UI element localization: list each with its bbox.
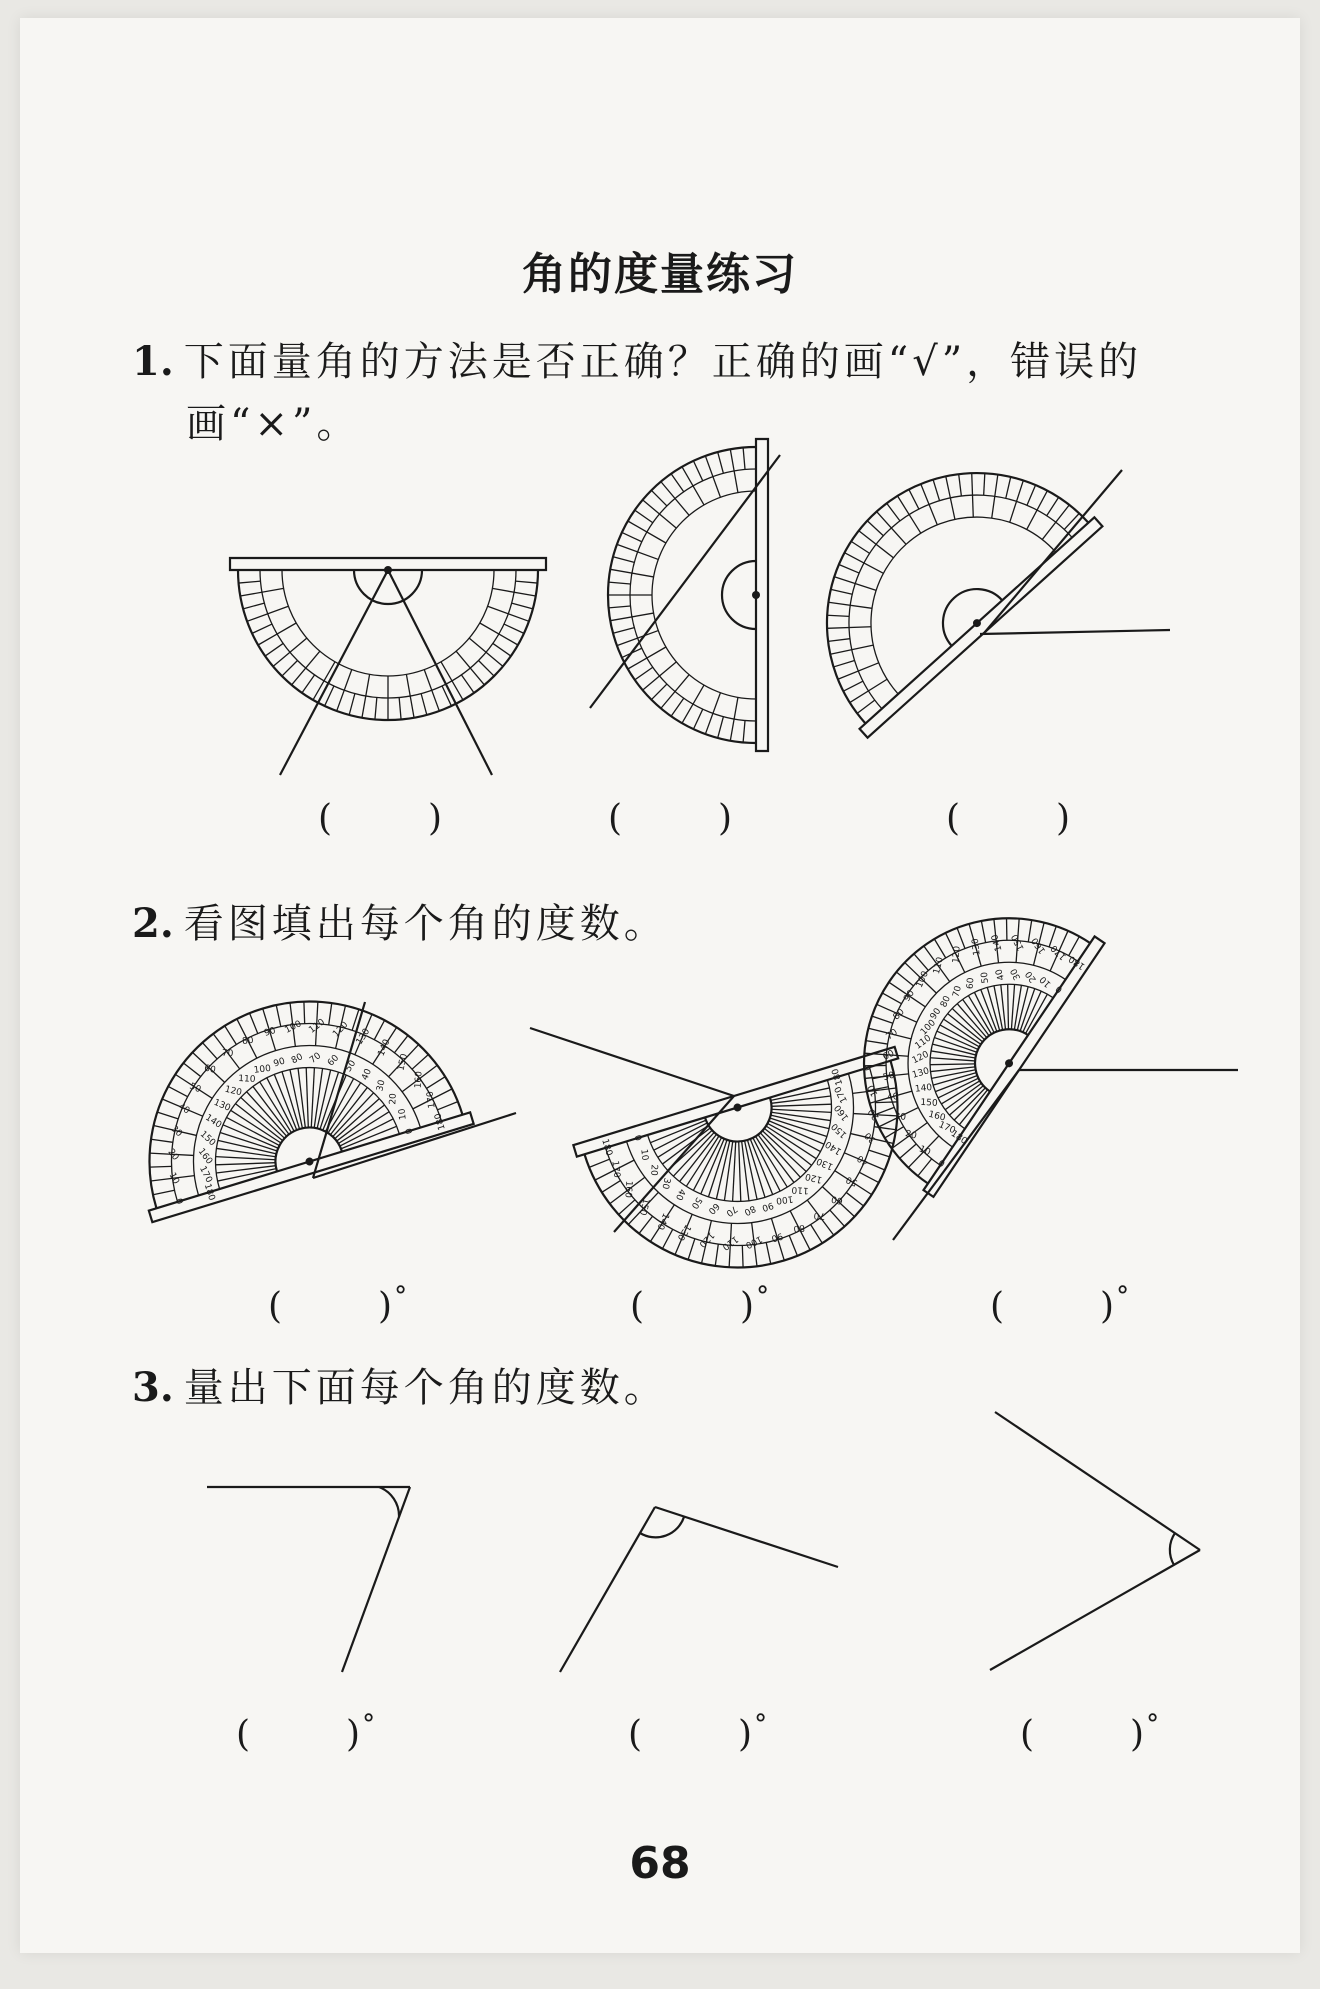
svg-text:80: 80	[241, 1035, 255, 1048]
question-1-figures	[230, 406, 1170, 775]
svg-text:140: 140	[823, 1138, 844, 1157]
svg-text:160: 160	[927, 1109, 947, 1124]
svg-text:110: 110	[307, 1017, 328, 1036]
svg-text:90: 90	[272, 1056, 287, 1070]
svg-text:70: 70	[951, 984, 964, 999]
svg-text:90: 90	[263, 1025, 277, 1039]
svg-text:90: 90	[902, 988, 917, 1004]
question-text: 量出下面每个角的度数。	[183, 1365, 668, 1411]
svg-text:10: 10	[866, 1083, 881, 1098]
svg-text:180: 180	[201, 1182, 217, 1202]
answer-blank[interactable]: ( )	[946, 798, 1071, 839]
protractor	[759, 406, 1102, 738]
svg-text:30: 30	[659, 1176, 672, 1191]
svg-text:160: 160	[1030, 935, 1049, 956]
svg-text:130: 130	[815, 1155, 835, 1172]
svg-text:50: 50	[844, 1173, 860, 1188]
svg-text:160: 160	[413, 1070, 425, 1089]
svg-text:70: 70	[884, 1027, 900, 1043]
svg-text:170: 170	[1049, 942, 1069, 962]
svg-text:110: 110	[719, 1233, 740, 1252]
question-text: 看图填出每个角的度数。	[183, 901, 668, 947]
page-title: 角的度量练习	[522, 249, 798, 300]
svg-text:130: 130	[911, 1066, 931, 1081]
svg-text:100: 100	[918, 1018, 939, 1038]
answer-blank-degree[interactable]: ( )°	[990, 1282, 1130, 1327]
svg-text:50: 50	[187, 1081, 203, 1096]
svg-text:20: 20	[866, 1106, 882, 1122]
svg-text:60: 60	[830, 1193, 844, 1206]
svg-text:170: 170	[425, 1090, 438, 1109]
svg-text:170: 170	[833, 1084, 850, 1105]
svg-text:120: 120	[910, 1049, 931, 1067]
protractor	[608, 439, 768, 751]
svg-text:0: 0	[631, 1133, 643, 1143]
svg-text:100: 100	[775, 1193, 794, 1206]
svg-text:180: 180	[599, 1137, 614, 1158]
svg-text:120: 120	[696, 1229, 716, 1250]
answer-blank-degree[interactable]: ( )°	[630, 1282, 770, 1327]
question-number: 3.	[132, 1364, 174, 1411]
svg-text:110: 110	[913, 1033, 934, 1052]
answer-blank[interactable]: ( )	[608, 798, 733, 839]
svg-text:60: 60	[203, 1063, 217, 1076]
svg-text:160: 160	[832, 1102, 852, 1123]
svg-text:0: 0	[1054, 982, 1065, 995]
answer-blank-degree[interactable]: ( )°	[268, 1282, 408, 1327]
svg-text:30: 30	[168, 1124, 184, 1140]
svg-text:80: 80	[742, 1202, 758, 1217]
protractor	[803, 855, 1104, 1196]
svg-text:20: 20	[165, 1147, 181, 1163]
svg-text:120: 120	[223, 1084, 243, 1099]
svg-text:50: 50	[882, 1070, 896, 1084]
question-text-line1: 下面量角的方法是否正确？正确的画“√”，错误的	[183, 339, 1143, 385]
question-2-figures	[102, 855, 1238, 1309]
svg-text:140: 140	[376, 1038, 393, 1058]
svg-text:70: 70	[813, 1209, 826, 1221]
svg-text:100: 100	[283, 1019, 304, 1036]
svg-text:20: 20	[648, 1164, 659, 1177]
svg-text:140: 140	[914, 1082, 933, 1095]
svg-text:40: 40	[994, 967, 1008, 982]
svg-text:60: 60	[965, 977, 977, 990]
svg-text:0: 0	[862, 1063, 875, 1072]
svg-text:40: 40	[673, 1187, 687, 1202]
svg-text:10: 10	[917, 1144, 932, 1159]
svg-text:150: 150	[396, 1052, 411, 1072]
question-number: 1.	[132, 338, 174, 385]
svg-text:110: 110	[237, 1074, 256, 1085]
svg-text:50: 50	[979, 971, 992, 984]
svg-text:60: 60	[705, 1200, 721, 1216]
svg-text:90: 90	[928, 1006, 944, 1022]
answer-blank-degree[interactable]: ( )°	[236, 1710, 376, 1755]
svg-text:50: 50	[343, 1058, 359, 1074]
svg-text:90: 90	[760, 1199, 775, 1213]
svg-text:110: 110	[791, 1184, 810, 1195]
svg-text:20: 20	[388, 1092, 399, 1105]
answer-blank-degree[interactable]: ( )°	[1020, 1710, 1160, 1755]
question-1-line2: 画“×”。	[186, 401, 361, 447]
svg-text:100: 100	[743, 1233, 764, 1250]
svg-text:70: 70	[307, 1051, 324, 1066]
svg-text:100: 100	[253, 1063, 272, 1076]
angle-figure-1	[207, 1487, 410, 1672]
svg-text:30: 30	[894, 1111, 907, 1123]
svg-text:110: 110	[931, 956, 946, 976]
svg-text:120: 120	[804, 1170, 824, 1185]
svg-text:180: 180	[433, 1111, 448, 1132]
angle-figure-2	[560, 1507, 838, 1672]
protractor	[230, 558, 546, 720]
protractor	[573, 1047, 945, 1310]
svg-text:40: 40	[886, 1092, 900, 1104]
svg-text:100: 100	[914, 969, 931, 990]
svg-text:170: 170	[936, 1120, 957, 1137]
svg-text:120: 120	[331, 1019, 351, 1040]
svg-text:10: 10	[397, 1107, 409, 1121]
svg-text:80: 80	[792, 1221, 806, 1234]
svg-text:0: 0	[172, 1197, 185, 1206]
svg-text:40: 40	[176, 1101, 192, 1117]
svg-text:20: 20	[904, 1129, 918, 1142]
svg-text:90: 90	[770, 1230, 784, 1244]
svg-text:180: 180	[948, 1128, 969, 1147]
svg-text:150: 150	[197, 1129, 218, 1149]
svg-text:170: 170	[197, 1164, 214, 1185]
svg-text:180: 180	[1067, 953, 1088, 972]
svg-text:140: 140	[203, 1112, 224, 1131]
svg-text:0: 0	[404, 1126, 416, 1136]
svg-text:10: 10	[1038, 973, 1054, 989]
svg-text:130: 130	[970, 937, 983, 956]
svg-text:50: 50	[688, 1195, 704, 1211]
svg-text:140: 140	[654, 1211, 671, 1231]
protractor	[102, 959, 474, 1222]
svg-text:40: 40	[360, 1067, 374, 1082]
svg-text:80: 80	[289, 1052, 305, 1067]
svg-text:150: 150	[636, 1197, 651, 1217]
svg-text:120: 120	[951, 945, 963, 964]
answer-blank[interactable]: ( )	[318, 798, 443, 839]
svg-text:60: 60	[326, 1053, 342, 1069]
svg-text:0: 0	[935, 1158, 947, 1171]
question-3-figures	[207, 1412, 1200, 1672]
svg-text:30: 30	[375, 1078, 388, 1093]
svg-text:170: 170	[609, 1160, 622, 1179]
svg-text:180: 180	[830, 1067, 846, 1087]
svg-text:140: 140	[990, 933, 1005, 953]
svg-text:40: 40	[855, 1152, 871, 1168]
answer-blank-degree[interactable]: ( )°	[628, 1710, 768, 1755]
svg-text:160: 160	[195, 1146, 215, 1167]
svg-text:130: 130	[354, 1026, 373, 1047]
svg-text:150: 150	[829, 1120, 850, 1140]
svg-text:130: 130	[212, 1097, 232, 1114]
svg-text:70: 70	[221, 1048, 234, 1060]
svg-text:80: 80	[939, 994, 953, 1010]
angle-figure-3	[990, 1412, 1200, 1670]
svg-text:10: 10	[638, 1148, 650, 1162]
svg-text:150: 150	[920, 1097, 938, 1109]
question-number: 2.	[132, 900, 174, 947]
svg-text:130: 130	[674, 1222, 693, 1243]
svg-text:20: 20	[1023, 968, 1039, 984]
svg-text:10: 10	[166, 1171, 181, 1186]
svg-text:150: 150	[1010, 932, 1027, 953]
svg-text:60: 60	[881, 1048, 897, 1063]
svg-text:30: 30	[863, 1129, 879, 1145]
svg-text:160: 160	[622, 1180, 634, 1199]
svg-text:70: 70	[723, 1203, 740, 1218]
page-number: 68	[629, 1838, 691, 1889]
svg-text:30: 30	[1009, 966, 1024, 982]
svg-text:80: 80	[891, 1007, 907, 1023]
